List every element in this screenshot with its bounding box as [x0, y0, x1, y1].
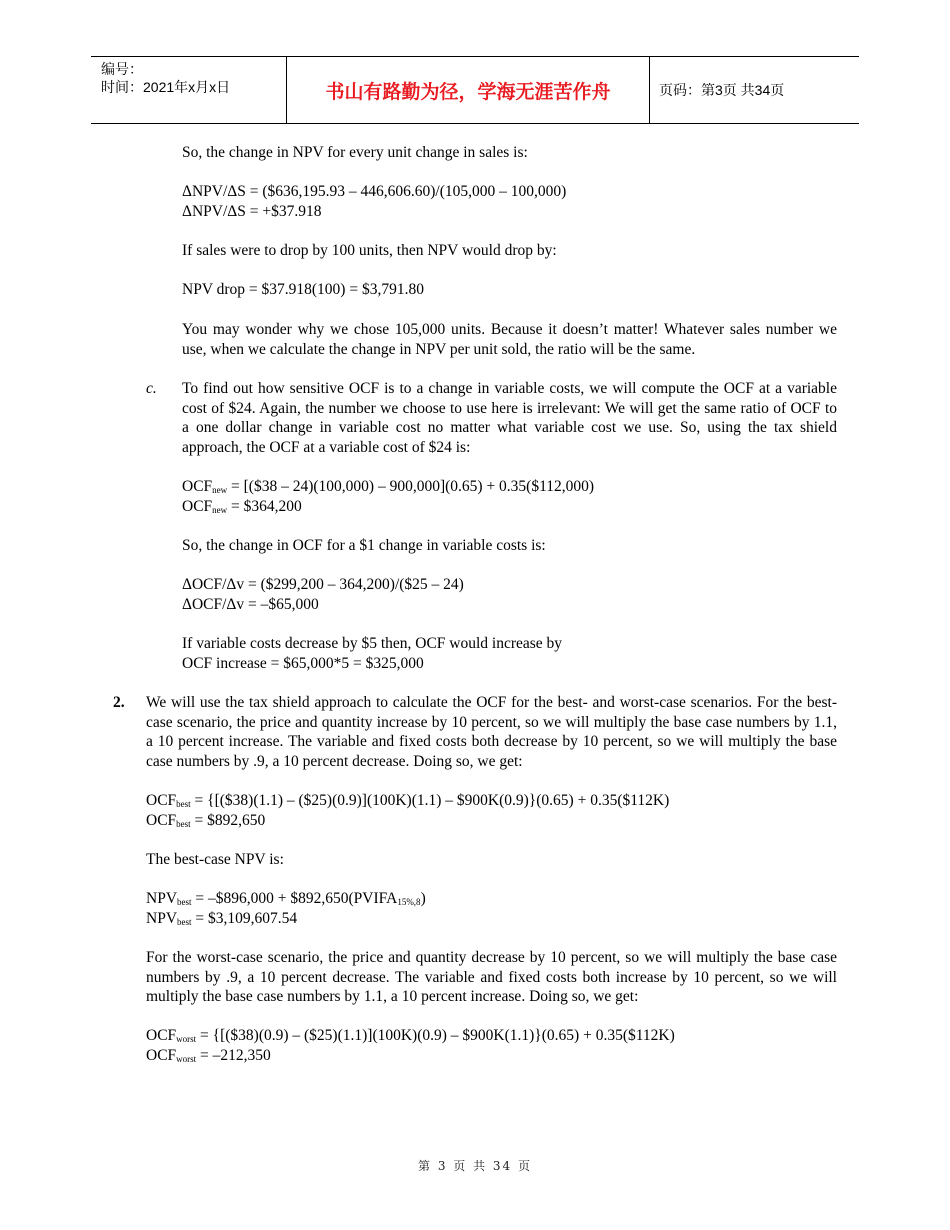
equation-line [182, 477, 594, 497]
paragraph: For the worst-case scenario, the price and quantity decrease by 10 percent, so we will multiply the base case numbers by .9, a 10 percent decrease. The variable and fixed costs both increase by 10 percent, so we will multiply the base case numbers by 1.1, a 10 percent increase. Doing so, we get: [146, 949, 837, 1006]
paragraph: You may wonder why we chose 105,000 units. Because it doesn’t matter! Whatever sales number we use, when we calculate the change in NPV per unit sold, the ratio will be the same. [182, 321, 837, 358]
header-time-label: 时间：2021年x月x日 [101, 79, 231, 95]
equation-rhs: = $3,109,607.54 [191, 910, 298, 927]
equation-line [146, 811, 265, 831]
header-divider [649, 57, 650, 123]
text-line: If variable costs decrease by $5 then, OCF would increase by [182, 635, 563, 652]
header-page-info: 页码：第3页 共34页 [659, 82, 785, 98]
list-marker: 2. [113, 694, 125, 711]
equation-line: ΔOCF/Δv = ($299,200 – 364,200)/($25 – 24) [182, 576, 464, 593]
page-header [91, 56, 859, 124]
subscript: 15%,8 [397, 897, 421, 907]
list-marker: c. [146, 380, 157, 397]
equation-rhs: = $892,650 [190, 812, 266, 829]
subscript: worst [176, 1054, 197, 1064]
ocf-symbol: OCF [146, 792, 177, 809]
page-footer: 第 3 页 共 34 页 [418, 1159, 532, 1173]
npv-symbol: NPV [146, 910, 178, 927]
paragraph: To find out how sensitive OCF is to a change in variable costs, we will compute the OCF at a variable cost of $24. Again, the number we choose to use here is irrelevant: We will get the same ratio of OCF to a one dollar change in variable cost no matter what variable cost we use. So, using the tax shield approach, the OCF at a variable cost of $24 is: [182, 380, 837, 457]
paragraph: We will use the tax shield approach to calculate the OCF for the best- and worst-case scenarios. For the best-case scenario, the price and quantity increase by 10 percent, so we will multiply the base case numbers by 1.1, a 10 percent increase. The variable and fixed costs both decrease by 10 percent, so we will multiply the base case numbers by .9, a 10 percent decrease. Doing so, we get: [146, 694, 837, 771]
equation-line: ΔNPV/ΔS = ($636,195.93 – 446,606.60)/(105,000 – 100,000) [182, 183, 567, 200]
equation-line: ΔOCF/Δv = –$65,000 [182, 596, 319, 613]
equation-line [146, 889, 426, 909]
text-line: So, the change in NPV for every unit change in sales is: [182, 144, 528, 161]
equation-line: OCF increase = $65,000*5 = $325,000 [182, 655, 424, 672]
subscript: worst [176, 1034, 197, 1044]
subscript: new [212, 505, 228, 515]
equation-rhs: = –212,350 [196, 1047, 271, 1064]
equation-rhs: = $364,200 [227, 498, 302, 515]
equation-rhs: = {[($38)(0.9) – ($25)(1.1)](100K)(0.9) – $900K(1.1)}(0.65) + 0.35($112K) [196, 1027, 675, 1044]
header-meta [101, 60, 230, 96]
equation-line [146, 1026, 675, 1046]
subscript: best [176, 819, 191, 829]
text-line: If sales were to drop by 100 units, then NPV would drop by: [182, 242, 557, 259]
subscript: best [177, 897, 192, 907]
text-line: The best-case NPV is: [146, 851, 284, 868]
equation-line [146, 791, 669, 811]
ocf-symbol: OCF [146, 812, 177, 829]
ocf-symbol: OCF [182, 478, 213, 495]
npv-symbol: NPV [146, 890, 178, 907]
text-line: So, the change in OCF for a $1 change in variable costs is: [182, 537, 546, 554]
equation-line [146, 1046, 271, 1066]
header-id-label: 编号： [101, 61, 143, 77]
equation-line [146, 909, 297, 929]
equation-rhs: = –$896,000 + $892,650(PVIFA [191, 890, 398, 907]
equation-rhs: = [($38 – 24)(100,000) – 900,000](0.65) + 0.35($112,000) [227, 478, 595, 495]
header-motto: 书山有路勤为径，学海无涯苦作舟 [325, 80, 611, 103]
equation-line [182, 497, 302, 517]
ocf-symbol: OCF [146, 1027, 177, 1044]
subscript: best [176, 799, 191, 809]
subscript: best [177, 917, 192, 927]
ocf-symbol: OCF [146, 1047, 177, 1064]
equation-line: ΔNPV/ΔS = +$37.918 [182, 203, 322, 220]
subscript: new [212, 485, 228, 495]
equation-rhs: = {[($38)(1.1) – ($25)(0.9)](100K)(1.1) – $900K(0.9)}(0.65) + 0.35($112K) [190, 792, 670, 809]
equation-rhs: ) [420, 890, 426, 907]
equation-line: NPV drop = $37.918(100) = $3,791.80 [182, 281, 424, 298]
ocf-symbol: OCF [182, 498, 213, 515]
